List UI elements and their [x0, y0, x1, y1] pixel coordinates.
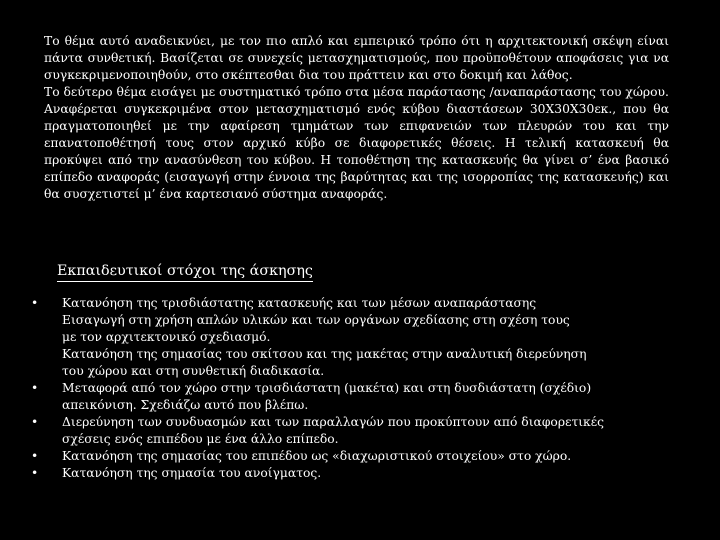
objectives-list — [31, 295, 671, 482]
objective-item-2 — [31, 380, 671, 414]
bullet-icon: • — [31, 466, 39, 480]
objective-line: Εισαγωγή στη χρήση απλών υλικών και των οργάνων σχεδίασης στη σχέση τους — [62, 313, 570, 327]
intro-text-block — [44, 33, 669, 203]
objective-item-1 — [31, 295, 671, 380]
intro-paragraph-3: Αναφέρεται συγκεκριμένα στον μετασχηματισμό ενός κύβου διαστάσεων 30Χ30Χ30εκ., που θα πραγματοποιηθεί με την αφαίρεση τμημάτων των επιφανειών των πλευρών του και την επανατοποθέτησή τους στον αρχικό κύβο σε διαφορετικές θέσεις. Η τελική κατασκευή θα προκύψει από την ανασύνθεση του κύβου. Η τοποθέτηση της κατασκευής θα γίνει σ’ ένα βασικό επίπεδο αναφοράς (εισαγωγή στην έννοια της βαρύτητας και της ισορροπίας της κατασκευής) και θα συσχετιστεί μ’ ένα καρτεσιανό σύστημα αναφοράς. — [44, 102, 669, 201]
bullet-icon: • — [31, 449, 39, 463]
bullet-icon: • — [31, 415, 39, 429]
objective-line: Διερεύνηση των συνδυασμών και των παραλλαγών που προκύπτουν από διαφορετικές — [62, 415, 605, 429]
objective-line: Κατανόηση της σημασία του ανοίγματος. — [62, 466, 322, 480]
intro-paragraph-2: Το δεύτερο θέμα εισάγει με συστηματικό τρόπο στα μέσα παράστασης /αναπαράστασης του χώρου. — [44, 85, 669, 99]
objective-line: σχέσεις ενός επιπέδου με ένα άλλο επίπεδο. — [62, 432, 339, 446]
objectives-heading: Εκπαιδευτικοί στόχοι της άσκησης — [57, 262, 313, 282]
objective-item-4 — [31, 448, 671, 465]
objective-line: Μεταφορά από τον χώρο στην τρισδιάστατη (μακέτα) και στη δυσδιάστατη (σχέδιο) — [62, 381, 592, 395]
objective-line: του χώρου και στη συνθετική διαδικασία. — [62, 364, 325, 378]
bullet-icon: • — [31, 381, 39, 395]
objective-line: με τον αρχιτεκτονικό σχεδιασμό. — [62, 330, 271, 344]
objective-item-5 — [31, 465, 671, 482]
objective-line: Κατανόηση της σημασίας του επιπέδου ως «διαχωριστικού στοιχείου» στο χώρο. — [62, 449, 572, 463]
objective-line: Κατανόηση της σημασίας του σκίτσου και της μακέτας στην αναλυτική διερεύνηση — [62, 347, 587, 361]
intro-paragraph-1: Το θέμα αυτό αναδεικνύει, με τον πιο απλό και εμπειρικό τρόπο ότι η αρχιτεκτονική σκέψη είναι πάντα συνθετική. Βασίζεται σε συνεχείς μετασχηματισμούς, που προϋποθέτουν αποφάσεις για να συγκεκριμενοποιηθούν, στο σκέπτεσθαι δια του πράττειν και στο δοκιμή και λάθος. — [44, 34, 669, 82]
objective-line: απεικόνιση. Σχεδιάζω αυτό που βλέπω. — [62, 398, 309, 412]
objective-item-3 — [31, 414, 671, 448]
objective-line: Κατανόηση της τρισδιάστατης κατασκευής και των μέσων αναπαράστασης — [62, 296, 537, 310]
bullet-icon: • — [31, 296, 39, 310]
